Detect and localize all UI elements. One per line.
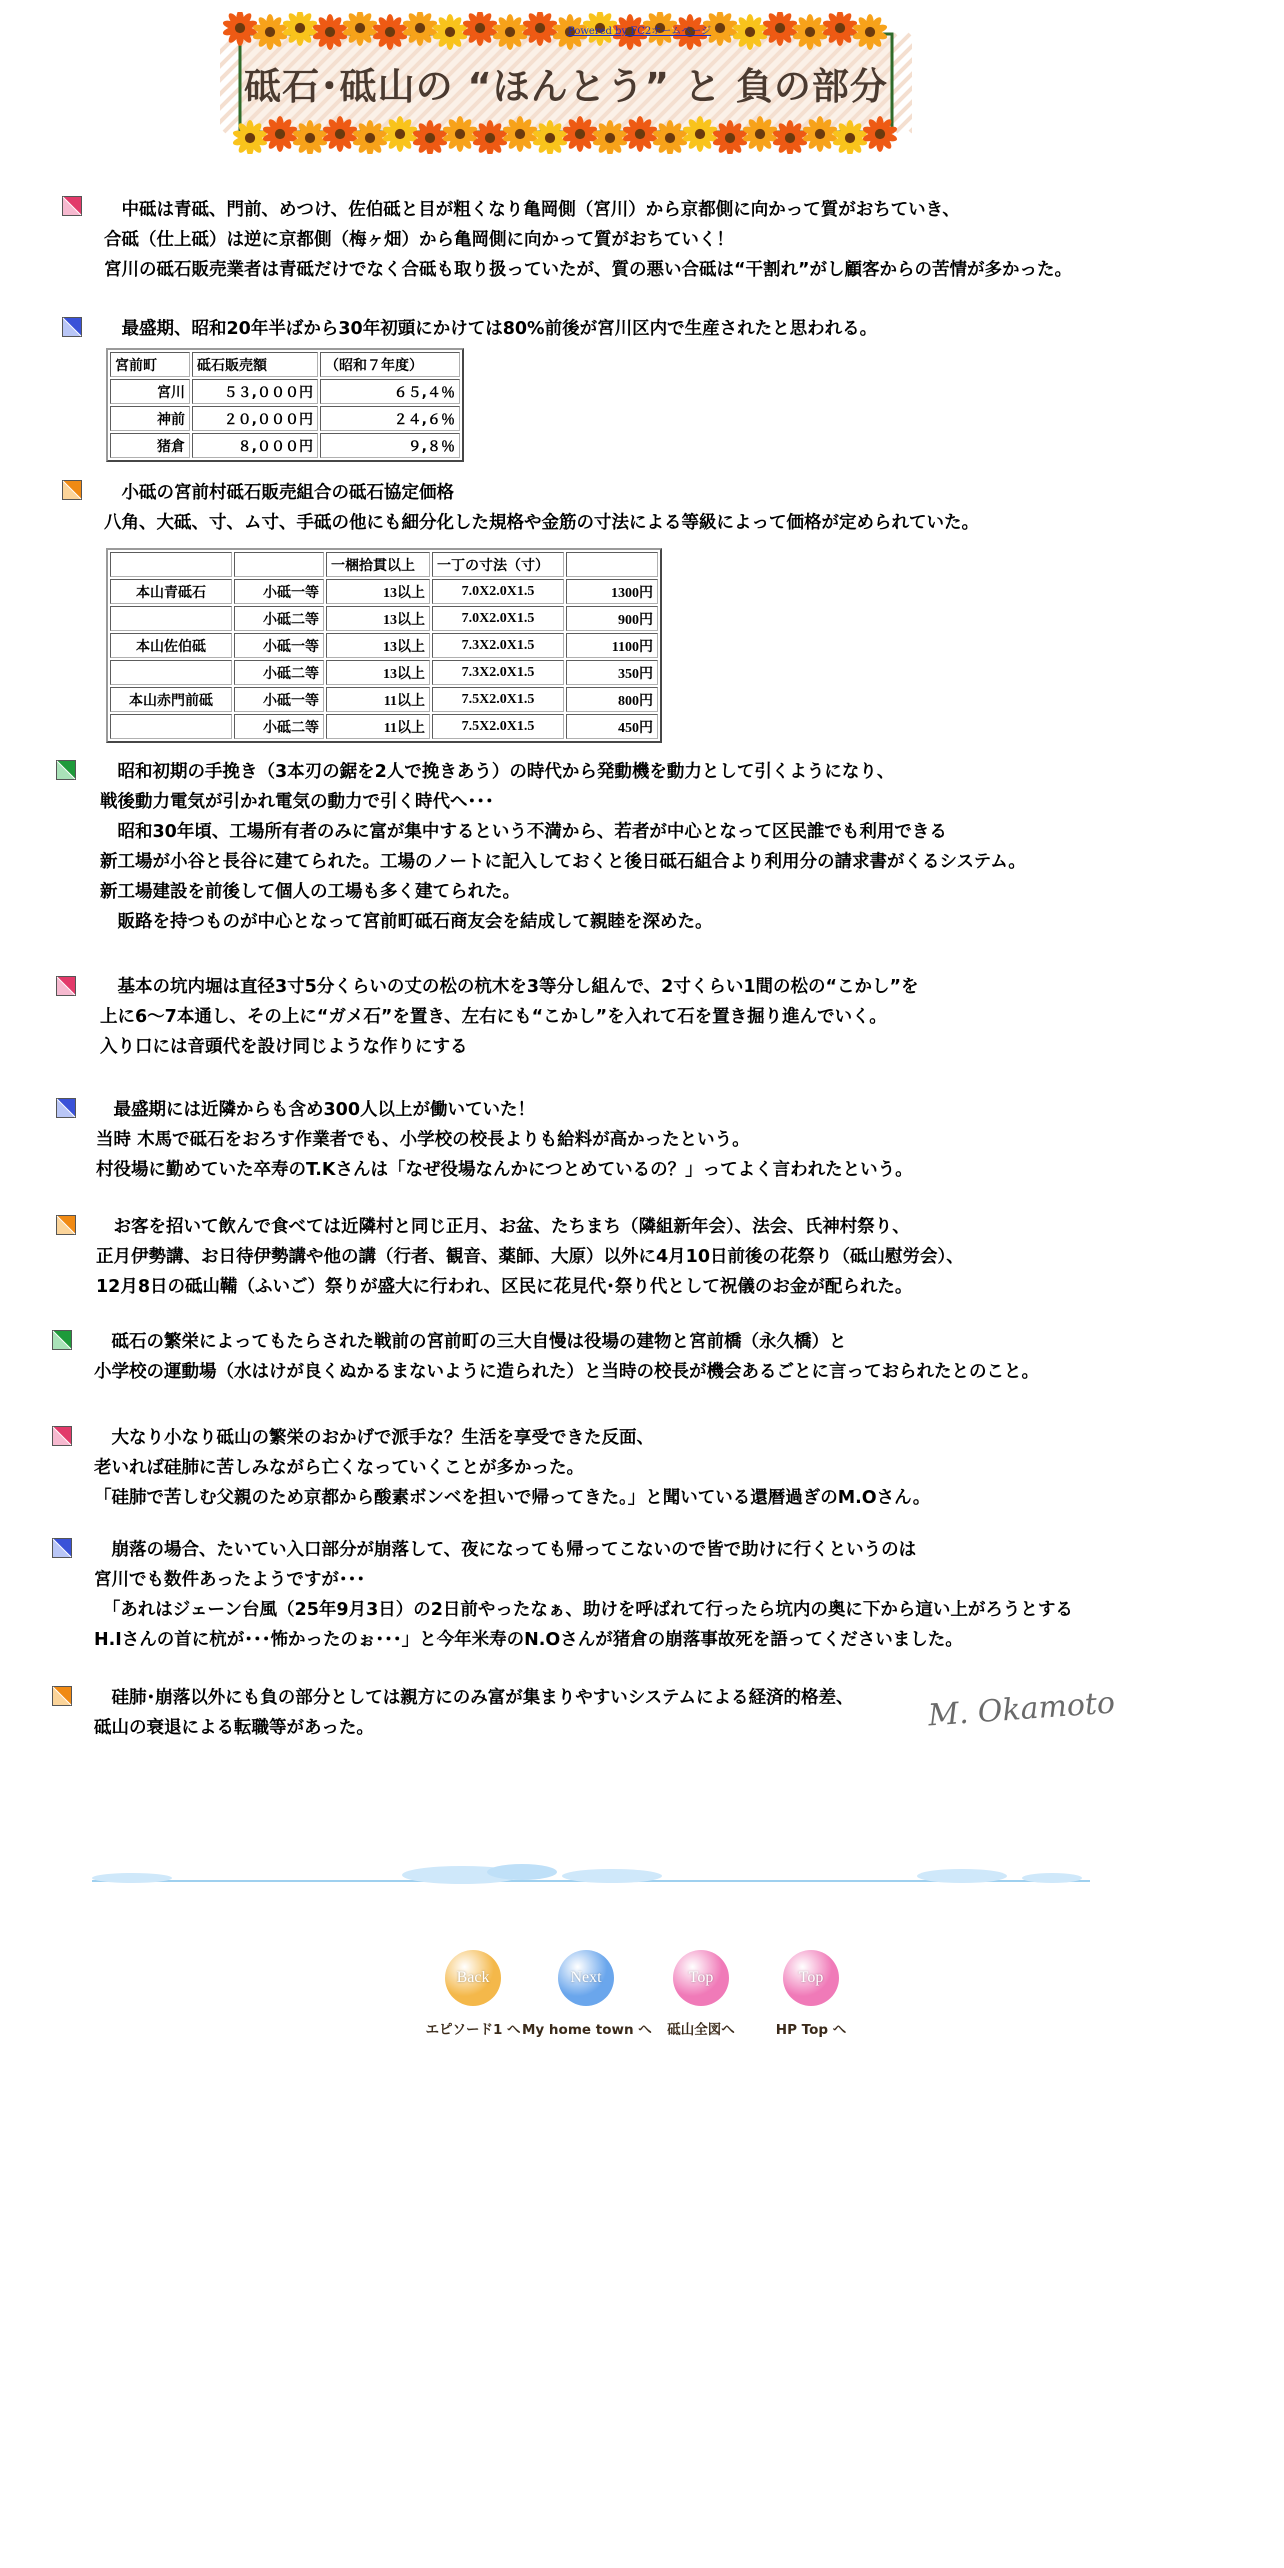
envelope-pink-icon (52, 1426, 72, 1446)
table-cell: ９,８％ (320, 433, 460, 458)
table-row (110, 660, 658, 685)
table-row (110, 606, 658, 631)
text-line: 販路を持つものが中心となって宮前町砥石商友会を結成して親睦を深めた。 (100, 912, 713, 932)
table-cell: 小砥一等 (234, 579, 324, 604)
section-silicosis (94, 1423, 930, 1513)
text-line: 正月伊勢講、お日待伊勢講や他の講（行者、観音、薬師、大原）以外に4月10日前後の花祭り（砥山慰労会）、 (96, 1247, 964, 1267)
envelope-orange-icon (62, 480, 82, 500)
text-line: 宮川の砥石販売業者は青砥だけでなく合砥も取り扱っていたが、質の悪い合砥は“干割れ”がし顧客からの苦情が多かった。 (104, 260, 1072, 280)
text-line: 昭和初期の手挽き（3本刃の鋸を2人で挽きあう）の時代から発動機を動力として引くようになり、 (100, 762, 895, 782)
text-line: 合砥（仕上砥）は逆に京都側（梅ヶ畑）から亀岡側に向かって質がおちていく！ (104, 230, 734, 250)
table-cell: ８,０００円 (192, 433, 318, 458)
text-line: 中砥は青砥、門前、めつけ、佐伯砥と目が粗くなり亀岡側（宮川）から京都側に向かって質がおちていき、 (104, 200, 960, 220)
text-line: 「硅肺で苦しむ父親のため京都から酸素ボンベを担いで帰ってきた。」と聞いている還暦過ぎのM.Oさん。 (94, 1488, 931, 1508)
envelope-pink-icon (56, 976, 76, 996)
text-line: 上に6～7本通し、その上に“ガメ石”を置き、左右にも“こかし”を入れて石を置き掘り進んでいく。 (100, 1007, 887, 1027)
table-cell: 350円 (566, 660, 658, 685)
table-cell: 800円 (566, 687, 658, 712)
table-cell: 本山佐伯砥 (110, 633, 232, 658)
text-line: H.Iさんの首に杭が･･･怖かったのぉ･･･」と今年米寿のN.Oさんが猪倉の崩落事故死を語ってくださいました。 (94, 1630, 963, 1650)
back-button-icon[interactable]: Back (445, 1950, 501, 2006)
table-header-cell: （昭和７年度） (320, 352, 460, 377)
text-line: 老いれば硅肺に苦しみながら亡くなっていくことが多かった。 (94, 1458, 584, 1478)
table-cell: 450円 (566, 714, 658, 739)
envelope-pink-icon (62, 196, 82, 216)
table-cell: 7.0X2.0X1.5 (432, 606, 564, 631)
table-header-cell (566, 552, 658, 577)
section-power-sawing (100, 757, 1026, 937)
section-tunnel-digging (100, 972, 919, 1062)
author-signature: M. Okamoto (927, 1685, 1117, 1734)
table-header-row (110, 352, 460, 377)
table-cell: 本山赤門前砥 (110, 687, 232, 712)
next-button-icon[interactable]: Next (558, 1950, 614, 2006)
section-grit-quality (104, 195, 1072, 285)
table-cell: 宮川 (110, 379, 190, 404)
table-cell (110, 660, 232, 685)
text-line: 最盛期には近隣からも含め300人以上が働いていた！ (96, 1100, 536, 1120)
text-line: 最盛期、昭和20年半ばから30年初頭にかけては80%前後が宮川区内で生産されたと思われる。 (104, 319, 878, 339)
table-cell (110, 606, 232, 631)
text-line: 村役場に勤めていた卒寿のT.Kさんは「なぜ役場なんかにつとめているの？」ってよく言われたという。 (96, 1160, 913, 1180)
envelope-green-icon (52, 1330, 72, 1350)
table-cell: 1300円 (566, 579, 658, 604)
text-line: 12月8日の砥山鞴（ふいご）祭りが盛大に行われ、区民に花見代･祭り代として祝儀のお金が配られた。 (96, 1277, 913, 1297)
section-peak-production (104, 314, 877, 344)
text-line: 昭和30年頃、工場所有者のみに富が集中するという不満から、若者が中心となって区民誰でも利用できる (100, 822, 947, 842)
table-cell: 7.3X2.0X1.5 (432, 660, 564, 685)
text-line: 大なり小なり砥山の繁栄のおかげで派手な？生活を享受できた反面、 (94, 1428, 654, 1448)
text-line: 入り口には音頭代を設け同じような作りにする (100, 1037, 468, 1057)
table-cell: 猪倉 (110, 433, 190, 458)
nav-next-home-town[interactable] (522, 1950, 650, 2038)
text-line: 戦後動力電気が引かれ電気の動力で引く時代へ･･･ (100, 792, 494, 812)
table-header-cell (110, 552, 232, 577)
text-line: 宮川でも数件あったようですが･･･ (94, 1570, 366, 1590)
envelope-orange-icon (56, 1215, 76, 1235)
table-header-cell: 一梱拾貫以上 (326, 552, 430, 577)
sales-table (106, 348, 464, 462)
nav-label[interactable]: My home town へ (522, 2022, 652, 2038)
table-cell: 本山青砥石 (110, 579, 232, 604)
text-line: 崩落の場合、たいてい入口部分が崩落して、夜になっても帰ってこないので皆で助けに行くというのは (94, 1540, 917, 1560)
envelope-blue-icon (62, 317, 82, 337)
text-line: 砥山の衰退による転職等があった。 (94, 1718, 374, 1738)
table-cell: 900円 (566, 606, 658, 631)
section-disparity (94, 1683, 854, 1743)
text-line: 当時 木馬で砥石をおろす作業者でも、小学校の校長よりも給料が高かったという。 (96, 1130, 750, 1150)
table-header-cell (234, 552, 324, 577)
nav-toyama-map[interactable] (646, 1950, 756, 2038)
text-line: 硅肺･崩落以外にも負の部分としては親方にのみ富が集まりやすいシステムによる経済的格差、 (94, 1688, 854, 1708)
table-cell: ２０,０００円 (192, 406, 318, 431)
table-cell: 11以上 (326, 687, 430, 712)
text-line: 「あれはジェーン台風（25年9月3日）の2日前やったなぁ、助けを呼ばれて行ったら坑内の奥に下から這い上がろうとする (94, 1600, 1073, 1620)
text-line: 新工場建設を前後して個人の工場も多く建てられた。 (100, 882, 520, 902)
table-row (110, 379, 460, 404)
table-cell: 7.0X2.0X1.5 (432, 579, 564, 604)
table-row (110, 633, 658, 658)
table-row (110, 433, 460, 458)
table-cell: ６５,４％ (320, 379, 460, 404)
nav-back-episode1[interactable] (418, 1950, 528, 2038)
section-price-agreement (104, 478, 979, 538)
table-header-cell: 宮前町 (110, 352, 190, 377)
nav-label[interactable]: HP Top へ (775, 2022, 847, 2038)
text-line: 砥石の繁栄によってもたらされた戦前の宮前町の三大自慢は役場の建物と宮前橋（永久橋）と (94, 1332, 847, 1352)
table-cell: 小砥二等 (234, 660, 324, 685)
table-cell: 13以上 (326, 633, 430, 658)
table-row (110, 714, 658, 739)
nav-label[interactable]: エピソード1 へ (425, 2022, 521, 2038)
cloud-divider (92, 1855, 1090, 1895)
table-cell: 11以上 (326, 714, 430, 739)
section-festivals (96, 1212, 964, 1302)
table-cell: 7.3X2.0X1.5 (432, 633, 564, 658)
text-line: 小学校の運動場（水はけが良くぬかるまないように造られた）と当時の校長が機会あるごとに言っておられたとのこと。 (94, 1362, 1039, 1382)
page-title: 砥石･砥山の “ほんとう” と 負の部分 (244, 65, 888, 108)
table-cell: 13以上 (326, 660, 430, 685)
table-cell: 1100円 (566, 633, 658, 658)
envelope-green-icon (56, 760, 76, 780)
nav-label[interactable]: 砥山全図へ (667, 2022, 735, 2038)
envelope-blue-icon (52, 1538, 72, 1558)
table-cell: 小砥一等 (234, 687, 324, 712)
text-line: 基本の坑内堀は直径3寸5分くらいの丈の松の杭木を3等分し組んで、2寸くらい1間の松の“こかし”を (100, 977, 919, 997)
section-collapse (94, 1535, 1073, 1655)
title-banner (220, 12, 912, 154)
table-header-cell: 一丁の寸法（寸） (432, 552, 564, 577)
table-header-cell: 砥石販売額 (192, 352, 318, 377)
table-cell: 神前 (110, 406, 190, 431)
envelope-orange-icon (52, 1686, 72, 1706)
table-header-row (110, 552, 658, 577)
table-cell: 小砥二等 (234, 714, 324, 739)
table-cell: 13以上 (326, 606, 430, 631)
table-cell: ５３,０００円 (192, 379, 318, 404)
table-row (110, 406, 460, 431)
table-cell: 小砥二等 (234, 606, 324, 631)
envelope-blue-icon (56, 1098, 76, 1118)
table-cell: 7.5X2.0X1.5 (432, 714, 564, 739)
table-cell: 13以上 (326, 579, 430, 604)
table-cell: ２４,６％ (320, 406, 460, 431)
price-table (106, 548, 662, 743)
powered-by-link[interactable]: Powered by FC2ホームページ (568, 26, 712, 37)
top-button-icon[interactable]: Top (673, 1950, 729, 2006)
nav-hp-top[interactable] (756, 1950, 866, 2038)
table-cell: 7.5X2.0X1.5 (432, 687, 564, 712)
top-button-icon[interactable]: Top (783, 1950, 839, 2006)
table-cell: 小砥一等 (234, 633, 324, 658)
text-line: お客を招いて飲んで食べては近隣村と同じ正月、お盆、たちまち（隣組新年会）、法会、氏神村祭り、 (96, 1217, 910, 1237)
text-line: 新工場が小谷と長谷に建てられた。工場のノートに記入しておくと後日砥石組合より利用分の請求書がくるシステム。 (100, 852, 1026, 872)
text-line: 小砥の宮前村砥石販売組合の砥石協定価格 (104, 483, 454, 503)
table-row (110, 687, 658, 712)
text-line: 八角、大砥、寸、ム寸、手砥の他にも細分化した規格や金筋の寸法による等級によって価格が定められていた。 (104, 513, 979, 533)
section-workers (96, 1095, 913, 1185)
table-row (110, 579, 658, 604)
table-cell (110, 714, 232, 739)
section-three-prides (94, 1327, 1039, 1387)
